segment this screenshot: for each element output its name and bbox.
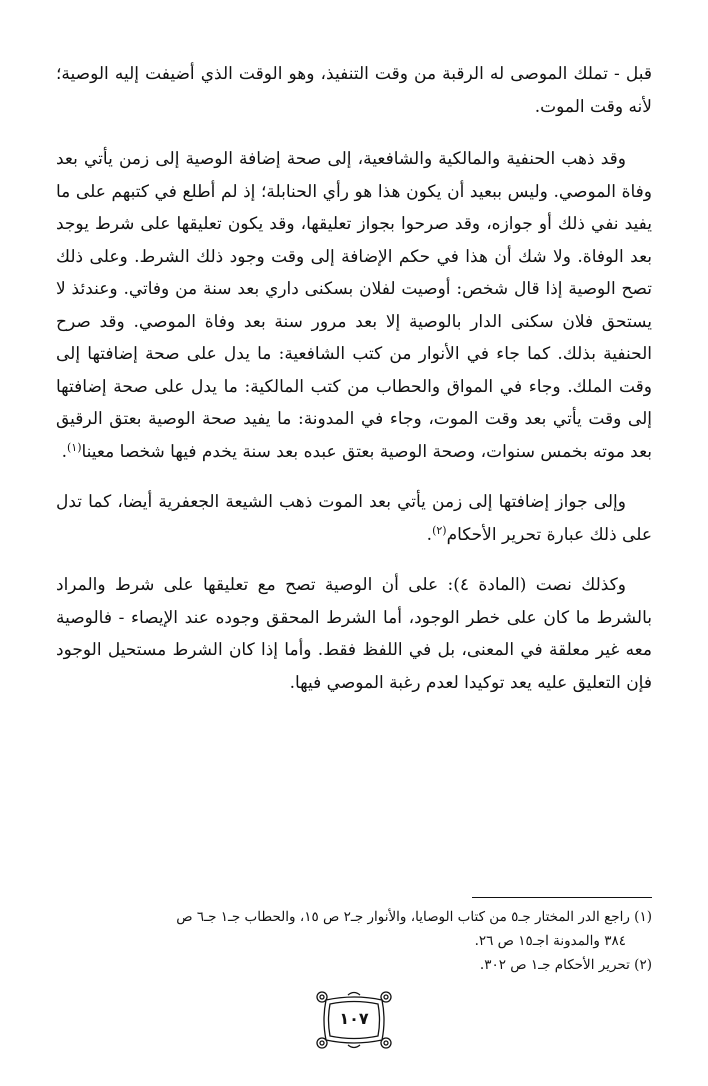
paragraph-4-text: وكذلك نصت (المادة ٤): على أن الوصية تصح مع تعليقها على شرط والمراد بالشرط ما كان على خطر الوجود، أما الشرط المحقق وجوده عند الإيصاء - فالوصية معه غير معلقة في المعنى، بل في اللفظ فقط. وأما إذا كان الشرط مستحيل الوجود فإن التعليق عليه يعد توكيدا لعدم رغبة الموصي فيها. xyxy=(56,575,652,693)
footnote-1-line-2: ٣٨٤ والمدونة اجـ١٥ ص ٢٦. xyxy=(474,933,626,949)
body-text xyxy=(56,58,652,699)
page-number-frame xyxy=(314,990,394,1050)
paragraph-4 xyxy=(56,569,652,699)
paragraph-3-tail: . xyxy=(426,524,433,545)
footnote-ref-1: (١) xyxy=(66,440,82,454)
footnotes xyxy=(56,905,652,977)
paragraph-3-text: وإلى جواز إضافتها إلى زمن يأتي بعد الموت ذهب الشيعة الجعفرية أيضا، كما تدل على ذلك عبارة تحرير الأحكام xyxy=(56,492,652,545)
paragraph-3 xyxy=(56,486,652,551)
page-number: ١٠٧ xyxy=(339,1009,369,1028)
paragraph-1-text: قبل - تملك الموصى له الرقبة من وقت التنفيذ، وهو الوقت الذي أضيفت إليه الوصية؛ لأنه وقت الموت. xyxy=(56,64,652,117)
footnote-1-line-1: (١) راجع الدر المختار جـ٥ من كتاب الوصايا، والأنوار جـ٢ ص ١٥، والحطاب جـ١ جـ٦ ص xyxy=(176,909,652,925)
paragraph-2-text: وقد ذهب الحنفية والمالكية والشافعية، إلى صحة إضافة الوصية إلى زمن يأتي بعد وفاة الموصي. وليس ببعيد أن يكون هذا هو رأي الحنابلة؛ إذ لم أطلع في كتبهم على ما يفيد نفي ذلك أو جوازه، وقد صرحوا بجواز تعليقها، وقد يكون تعليقها على شرط يوجد بعد الوفاة. ولا شك أن هذا في حكم الإضافة إلى وقت وجود ذلك الشرط. وعلى ذلك تصح الوصية إذا قال شخص: أوصيت لفلان بسكنى داري بعد سنة من وفاتي. وعندئذ لا يستحق فلان سكنى الدار بالوصية إلا بعد مرور سنة بعد وفاة الموصي. وقد صرح الحنفية بذلك. كما جاء في الأنوار من كتب الشافعية: ما يدل على صحة إضافتها إلى وقت الملك. وجاء في المواق والحطاب من كتب المالكية: ما يدل على صحة إضافتها إلى وقت يأتي بعد وقت الموت، وجاء في المدونة: ما يفيد صحة الوصية بعتق الرقيق بعد موته بخمس سنوات، وصحة الوصية بعتق عبده بعد سنة يخدم فيها شخصا معينا xyxy=(56,149,652,462)
footnote-ref-2: (٢) xyxy=(432,523,447,537)
footnote-1 xyxy=(56,905,652,953)
footnote-2 xyxy=(56,953,652,977)
paragraph-2: وقد ذهب الحنفية والمالكية والشافعية، إلى صحة إضافة الوصية إلى زمن يأتي بعد وفاة الموصي. وليس ببعيد أن يكون هذا هو رأي الحنابلة؛ إذ لم أطلع في كتبهم على ما يفيد نفي ذلك أو جوازه، وقد صرحوا بجواز تعليقها، وقد يكون تعليقها على شرط يوجد بعد الوفاة. ولا شك أن هذا في حكم الإضافة إلى وقت وجود ذلك الشرط. وعلى ذلك تصح الوصية إذا قال شخص: أوصيت لفلان بسكنى داري بعد سنة من وفاتي. وعندئذ لا يستحق فلان سكنى الدار بالوصية إلا بعد مرور سنة بعد وفاة الموصي. وقد صرح الحنفية بذلك. كما جاء في الأنوار من كتب الشافعية: ما يدل على صحة إضافتها إلى وقت الملك. وجاء في المواق والحطاب من كتب المالكية: ما يدل على صحة إضافتها إلى وقت يأتي بعد وقت الموت، وجاء في المدونة: ما يفيد صحة الوصية بعتق الرقيق بعد موته بخمس سنوات، وصحة الوصية بعتق عبده بعد سنة يخدم فيها شخصا معينا$^{(١)}$. xyxy=(56,149,652,462)
paragraph-1 xyxy=(56,58,652,123)
footnote-divider xyxy=(472,897,652,898)
footnote-2-text: (٢) تحرير الأحكام جـ١ ص ٣٠٢. xyxy=(479,957,652,973)
